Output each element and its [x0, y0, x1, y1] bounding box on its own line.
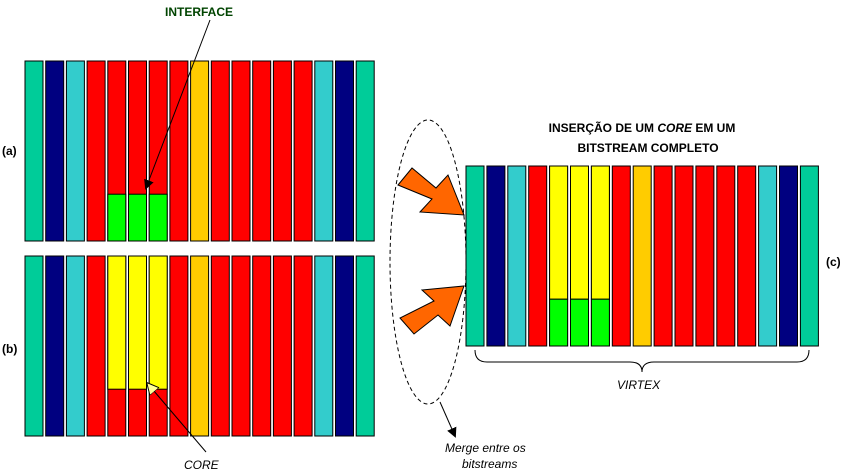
panel-a-column-3 [66, 61, 84, 241]
panel-a-column-1 [25, 61, 43, 241]
panel-c-column-10 [654, 166, 672, 346]
panel-a-column-11 [232, 61, 250, 241]
panel-b-column-3 [66, 256, 84, 436]
panel-b-column-1 [25, 256, 43, 436]
panel-a-green-block-7 [149, 194, 167, 241]
virtex-label: VIRTEX [617, 378, 661, 392]
panel-a-green-block-6 [129, 194, 147, 241]
panel-c-column-9 [633, 166, 651, 346]
merge-arrow-lower [400, 286, 464, 334]
panel-c-column-3 [508, 166, 526, 346]
panel-c-yellow-block-6 [571, 166, 589, 299]
panel-c-green-block-7 [591, 299, 609, 346]
panel-c-column-17 [800, 166, 818, 346]
panel-b-column-9 [191, 256, 209, 436]
panel-b-label: (b) [2, 342, 18, 356]
panel-b-column-14 [294, 256, 312, 436]
panel-a-column-15 [315, 61, 333, 241]
virtex-brace [475, 350, 809, 372]
panel-c-yellow-block-7 [591, 166, 609, 299]
insertion-title-line1: INSERÇÃO DE UM CORE EM UM [548, 121, 736, 135]
panel-a-column-14 [294, 61, 312, 241]
panel-b-column-16 [336, 256, 354, 436]
panel-b-column-2 [46, 256, 64, 436]
panel-a-column-4 [87, 61, 105, 241]
panel-b-column-17 [356, 256, 374, 436]
merge-ellipse [390, 120, 466, 404]
panel-c-green-block-6 [571, 299, 589, 346]
panel-b-column-13 [273, 256, 291, 436]
bitstream-panel-a [25, 61, 374, 241]
core-label: CORE [184, 458, 219, 472]
merge-arrow-upper [398, 168, 464, 215]
panel-b-column-11 [232, 256, 250, 436]
panel-c-column-12 [696, 166, 714, 346]
panel-a-column-13 [273, 61, 291, 241]
merge-pointer-arrow [440, 402, 455, 436]
bitstream-panel-c [466, 166, 818, 346]
panel-c-label: (c) [826, 255, 841, 269]
insertion-title-line2: BITSTREAM COMPLETO [577, 141, 719, 155]
panel-b-column-10 [211, 256, 229, 436]
panel-a-green-block-5 [108, 194, 126, 241]
panel-b-column-12 [253, 256, 271, 436]
panel-a-column-16 [336, 61, 354, 241]
panel-c-column-13 [717, 166, 735, 346]
panel-a-column-17 [356, 61, 374, 241]
panel-b-yellow-block-7 [149, 256, 167, 389]
panel-c-column-4 [529, 166, 547, 346]
panel-b-yellow-block-6 [129, 256, 147, 389]
panel-c-column-11 [675, 166, 693, 346]
panel-a-label: (a) [2, 144, 17, 158]
panel-a-column-10 [211, 61, 229, 241]
bitstream-panel-b [25, 256, 374, 436]
panel-b-column-15 [315, 256, 333, 436]
panel-a-column-9 [191, 61, 209, 241]
panel-c-column-2 [487, 166, 505, 346]
panel-c-column-16 [780, 166, 798, 346]
interface-label: INTERFACE [165, 5, 234, 19]
panel-c-column-8 [612, 166, 630, 346]
panel-a-column-8 [170, 61, 188, 241]
panel-b-column-8 [170, 256, 188, 436]
panel-c-column-1 [466, 166, 484, 346]
panel-c-column-14 [738, 166, 756, 346]
panel-c-column-15 [759, 166, 777, 346]
panel-c-green-block-5 [550, 299, 568, 346]
panel-b-column-4 [87, 256, 105, 436]
merge-label-line2: bitstreams [462, 457, 518, 471]
merge-label-line1: Merge entre os [445, 441, 526, 455]
panel-b-yellow-block-5 [108, 256, 126, 389]
panel-a-column-2 [46, 61, 64, 241]
panel-c-yellow-block-5 [550, 166, 568, 299]
panel-a-column-12 [253, 61, 271, 241]
